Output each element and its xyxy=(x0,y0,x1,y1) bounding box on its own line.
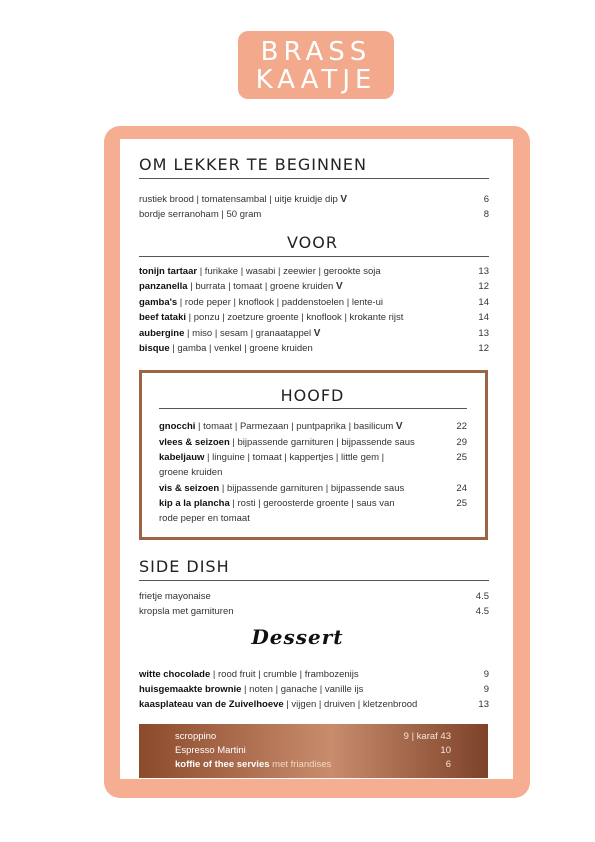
menu-item xyxy=(139,682,489,697)
item-name: bordje serranoham | 50 gram xyxy=(139,209,262,220)
section-title-voor: VOOR xyxy=(287,233,338,252)
section-title-begin: OM LEKKER TE BEGINNEN xyxy=(139,155,367,174)
item-price: 13 xyxy=(478,266,489,277)
item-name: gamba's xyxy=(139,297,178,308)
item-name: frietje mayonaise xyxy=(139,591,211,602)
divider xyxy=(139,580,489,581)
item-name: gnocchi xyxy=(159,421,196,432)
divider xyxy=(159,408,467,409)
item-description: | linguine | tomaat | kappertjes | little gem | xyxy=(204,452,385,463)
item-name: huisgemaakte brownie xyxy=(139,684,242,695)
menu-item xyxy=(139,326,489,341)
menu-item xyxy=(139,264,489,279)
menu-item xyxy=(159,481,467,496)
item-description: | ponzu | zoetzure groente | knoflook | krokante rijst xyxy=(186,312,404,323)
drink-name: Espresso Martini xyxy=(175,745,246,756)
item-price: 14 xyxy=(478,297,489,308)
item-price: 13 xyxy=(478,328,489,339)
menu-item xyxy=(139,279,489,294)
item-price: 13 xyxy=(478,699,489,710)
menu-item xyxy=(139,667,489,682)
item-description-continued: rode peper en tomaat xyxy=(159,513,250,524)
item-name: tonijn tartaar xyxy=(139,266,198,277)
item-description: | rosti | geroosterde groente | saus van xyxy=(229,498,395,509)
menu-item xyxy=(139,295,489,310)
item-price: 4.5 xyxy=(475,606,489,617)
drink-item xyxy=(175,758,451,772)
menu-item xyxy=(139,341,489,356)
item-description: | bijpassende garnituren | bijpassende saus xyxy=(219,483,405,494)
menu-item xyxy=(139,310,489,325)
item-price: 24 xyxy=(456,483,467,494)
item-name: vis & seizoen xyxy=(159,483,220,494)
item-description: | gamba | venkel | groene kruiden xyxy=(169,343,313,354)
menu-item xyxy=(139,604,489,619)
vegetarian-icon: V xyxy=(340,194,348,205)
item-price: 4.5 xyxy=(475,591,489,602)
item-description: | miso | sesam | granaatappel xyxy=(184,328,312,339)
drink-name: koffie of thee servies xyxy=(175,759,270,770)
item-description: | vijgen | druiven | kletzenbrood xyxy=(283,699,418,710)
menu-item xyxy=(159,450,467,480)
item-name: bisque xyxy=(139,343,170,354)
drinks-band xyxy=(139,724,488,778)
item-name: kropsla met garnituren xyxy=(139,606,234,617)
logo-line1: BRASS xyxy=(260,37,372,67)
item-price: 12 xyxy=(478,343,489,354)
item-price: 14 xyxy=(478,312,489,323)
item-description-continued: groene kruiden xyxy=(159,467,223,478)
vegetarian-icon: V xyxy=(335,281,343,292)
menu-item xyxy=(159,419,467,434)
section-title-dessert: Dessert xyxy=(251,625,344,649)
item-price: 25 xyxy=(456,498,467,509)
brand-logo xyxy=(238,31,394,99)
logo-line2: KAATJE xyxy=(255,65,377,95)
menu-item xyxy=(139,207,489,222)
divider xyxy=(139,256,489,257)
item-name: vlees & seizoen xyxy=(159,437,230,448)
section-title-side: SIDE DISH xyxy=(139,557,230,576)
item-description: | bijpassende garnituren | bijpassende saus xyxy=(229,437,415,448)
item-description: | burrata | tomaat | groene kruiden xyxy=(187,281,334,292)
menu-item xyxy=(159,496,467,526)
item-price: 25 xyxy=(456,452,467,463)
item-description: | tomaat | Parmezaan | puntpaprika | basilicum xyxy=(195,421,394,432)
menu-item xyxy=(159,435,467,450)
item-description: | furikake | wasabi | zeewier | gerookte soja xyxy=(197,266,381,277)
item-price: 8 xyxy=(483,209,489,220)
drink-price: 6 xyxy=(445,759,451,770)
drink-price: 9 | karaf 43 xyxy=(403,731,451,742)
item-price: 12 xyxy=(478,281,489,292)
item-description: | noten | ganache | vanille ijs xyxy=(241,684,364,695)
menu-item xyxy=(139,589,489,604)
item-price: 6 xyxy=(483,194,489,205)
item-name: kaasplateau van de Zuivelhoeve xyxy=(139,699,284,710)
item-price: 22 xyxy=(456,421,467,432)
item-name: kabeljauw xyxy=(159,452,205,463)
drink-name: scroppino xyxy=(175,731,217,742)
vegetarian-icon: V xyxy=(395,421,403,432)
item-price: 9 xyxy=(483,684,489,695)
drink-price: 10 xyxy=(440,745,451,756)
item-price: 9 xyxy=(483,669,489,680)
item-name: witte chocolade xyxy=(139,669,211,680)
divider xyxy=(139,178,489,179)
vegetarian-icon: V xyxy=(313,328,321,339)
item-name: panzanella xyxy=(139,281,188,292)
item-name: aubergine xyxy=(139,328,185,339)
section-title-hoofd: HOOFD xyxy=(280,386,345,405)
item-name: kip a la plancha xyxy=(159,498,230,509)
drink-item xyxy=(175,744,451,758)
drink-item xyxy=(175,730,451,744)
item-name: beef tataki xyxy=(139,312,186,323)
item-description: | rood fruit | crumble | frambozenijs xyxy=(210,669,359,680)
item-description: | rode peper | knoflook | paddenstoelen | lente-ui xyxy=(177,297,383,308)
item-name: rustiek brood | tomatensambal | uitje kruidje dip xyxy=(139,194,338,205)
menu-item xyxy=(139,192,489,207)
item-price: 29 xyxy=(456,437,467,448)
menu-item xyxy=(139,697,489,712)
drink-subtitle: met friandises xyxy=(269,759,332,770)
